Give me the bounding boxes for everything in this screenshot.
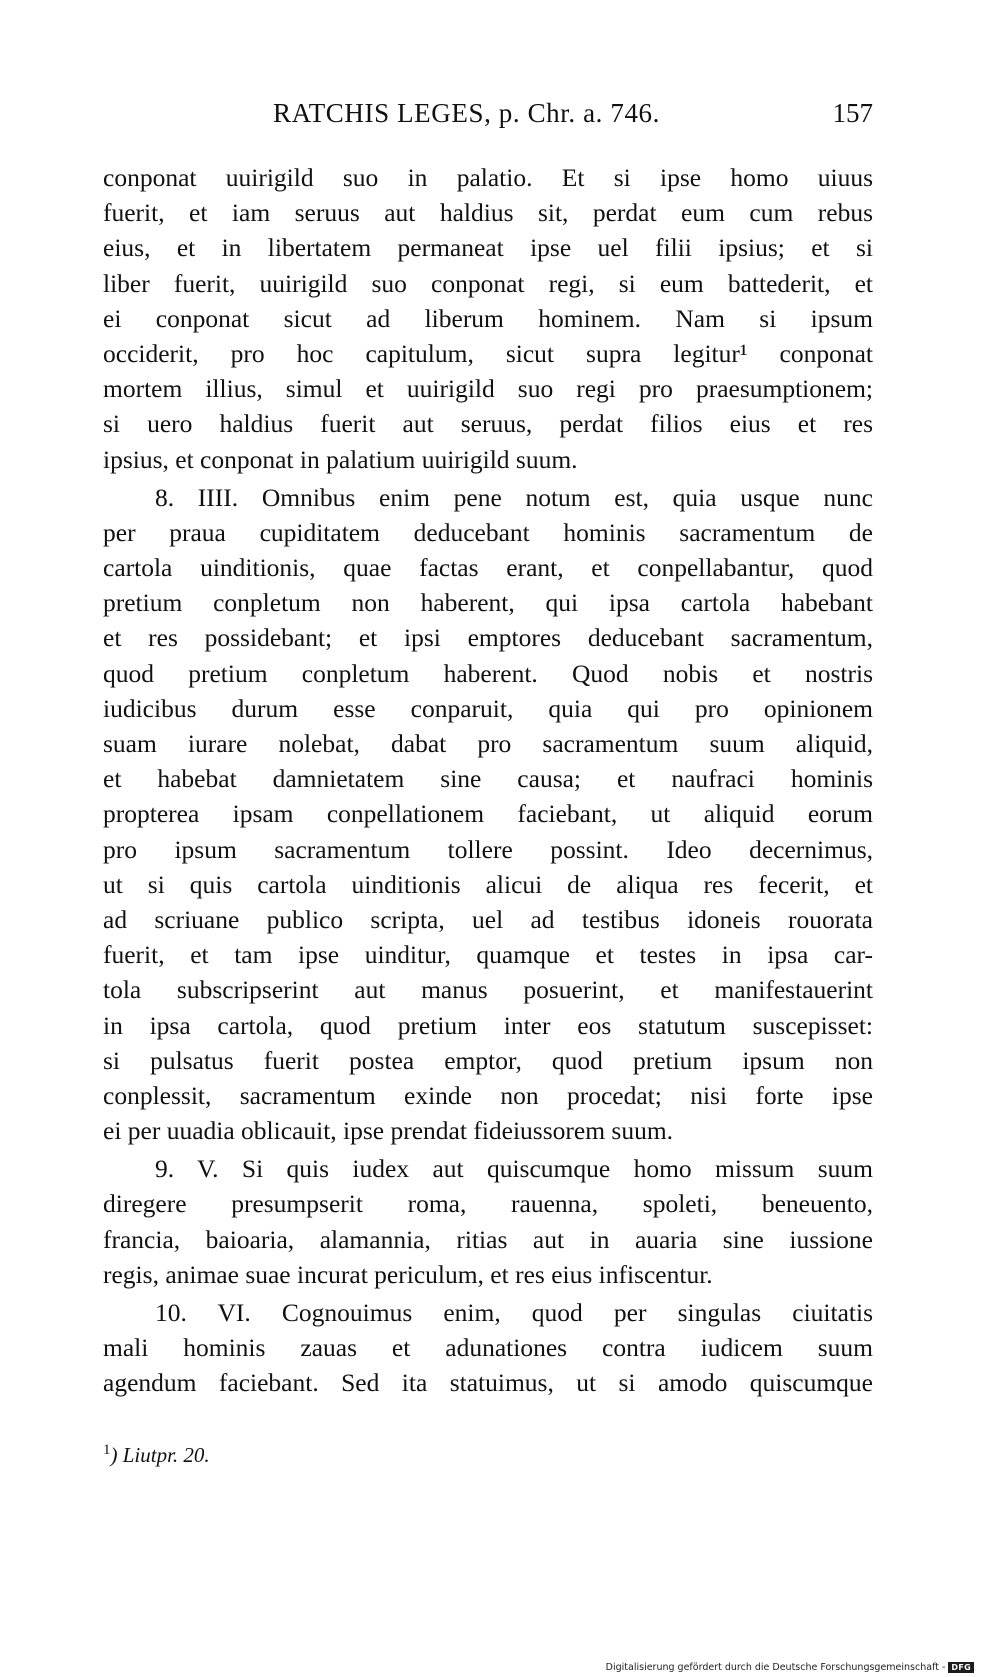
text-line: agendum faciebant. Sed ita statuimus, ut si amodo quiscumque — [103, 1368, 873, 1398]
text-line: mortem illius, simul et uuirigild suo regi pro praesumptionem; — [103, 374, 873, 404]
text-line: tola subscripserint aut manus posuerint, et manifestauerint — [103, 975, 873, 1005]
text-line: iudicibus durum esse conparuit, quia qui pro opinionem — [103, 693, 873, 723]
text-line: liber fuerit, uuirigild suo conponat regi, si eum battederit, et — [103, 268, 873, 298]
text-line: ipsius, et conponat in palatium uuirigild suum. — [103, 444, 578, 474]
body-text — [103, 160, 873, 1401]
footnote-text: ) Liutpr. 20. — [110, 1443, 210, 1467]
text-line: fuerit, et iam seruus aut haldius sit, perdat eum cum rebus — [103, 198, 873, 228]
text-line: si pulsatus fuerit postea emptor, quod pretium ipsum non — [103, 1045, 873, 1075]
text-line: ei conponat sicut ad liberum hominem. Nam si ipsum — [103, 303, 873, 333]
text-line: conplessit, sacramentum exinde non procedat; nisi forte ipse — [103, 1080, 873, 1110]
text-line: mali hominis zauas et adunationes contra iudicem suum — [103, 1333, 873, 1363]
text-line: eius, et in libertatem permaneat ipse uel filii ipsius; et si — [103, 233, 873, 263]
footnote — [103, 1442, 210, 1468]
paragraph-section-9 — [103, 1151, 873, 1292]
paragraph-continuation — [103, 160, 873, 477]
credit-text: Digitalisierung gefördert durch die Deutsche Forschungsgemeinschaft - — [605, 1662, 946, 1673]
text-line: pro ipsum sacramentum tollere possint. Ideo decernimus, — [103, 834, 873, 864]
text-line: regis, animae suae incurat periculum, et res eius infiscentur. — [103, 1259, 713, 1289]
text-line: propterea ipsam conpellationem faciebant, ut aliquid eorum — [103, 799, 873, 829]
text-line: in ipsa cartola, quod pretium inter eos statutum suscepisset: — [103, 1010, 873, 1040]
text-line: francia, baioaria, alamannia, ritias aut in auaria sine iussione — [103, 1224, 873, 1254]
text-line: et res possidebant; et ipsi emptores deducebant sacramentum, — [103, 623, 873, 653]
text-line: cartola uinditionis, quae factas erant, et conpellabantur, quod — [103, 553, 873, 583]
running-head — [105, 98, 873, 138]
paragraph-section-8 — [103, 480, 873, 1149]
text-line: suam iurare nolebat, dabat pro sacramentum suum aliquid, — [103, 729, 873, 758]
text-line: pretium conpletum non haberent, qui ipsa cartola habebant — [103, 588, 873, 618]
text-line: 10. VI. Cognouimus enim, quod per singulas ciuitatis — [155, 1298, 873, 1327]
text-line: quod pretium conpletum haberent. Quod nobis et nostris — [103, 658, 873, 688]
footnote-mark: 1 — [103, 1442, 111, 1458]
footnotes — [103, 1442, 210, 1468]
text-line: si uero haldius fuerit aut seruus, perdat filios eius et res — [103, 409, 873, 439]
text-line: occiderit, pro hoc capitulum, sicut supra legitur¹ conponat — [103, 338, 873, 368]
text-line: ut si quis cartola uinditionis alicui de aliqua res fecerit, et — [103, 869, 873, 899]
text-line: ad scriuane publico scripta, uel ad testibus idoneis rouorata — [103, 904, 873, 934]
paragraph-section-10 — [103, 1295, 873, 1401]
text-line: et habebat damnietatem sine causa; et naufraci hominis — [103, 764, 873, 794]
text-line: fuerit, et tam ipse uinditur, quamque et testes in ipsa car- — [103, 940, 873, 970]
text-line: ei per uuadia oblicauit, ipse prendat fideiussorem suum. — [103, 1116, 674, 1146]
text-line: diregere presumpserit roma, rauenna, spoleti, beneuento, — [103, 1189, 873, 1219]
digitization-credit — [606, 1662, 974, 1673]
text-line: per praua cupiditatem deducebant hominis sacramentum de — [103, 517, 873, 547]
text-line: 9. V. Si quis iudex aut quiscumque homo missum suum — [155, 1154, 873, 1184]
running-title: RATCHIS LEGES, p. Chr. a. 746. — [273, 98, 661, 128]
text-line: conponat uuirigild suo in palatio. Et si ipse homo uiuus — [103, 163, 873, 192]
text-line: 8. IIII. Omnibus enim pene notum est, quia usque nunc — [155, 482, 873, 512]
page-number: 157 — [832, 98, 873, 128]
dfg-logo-icon: DFG — [948, 1662, 974, 1673]
